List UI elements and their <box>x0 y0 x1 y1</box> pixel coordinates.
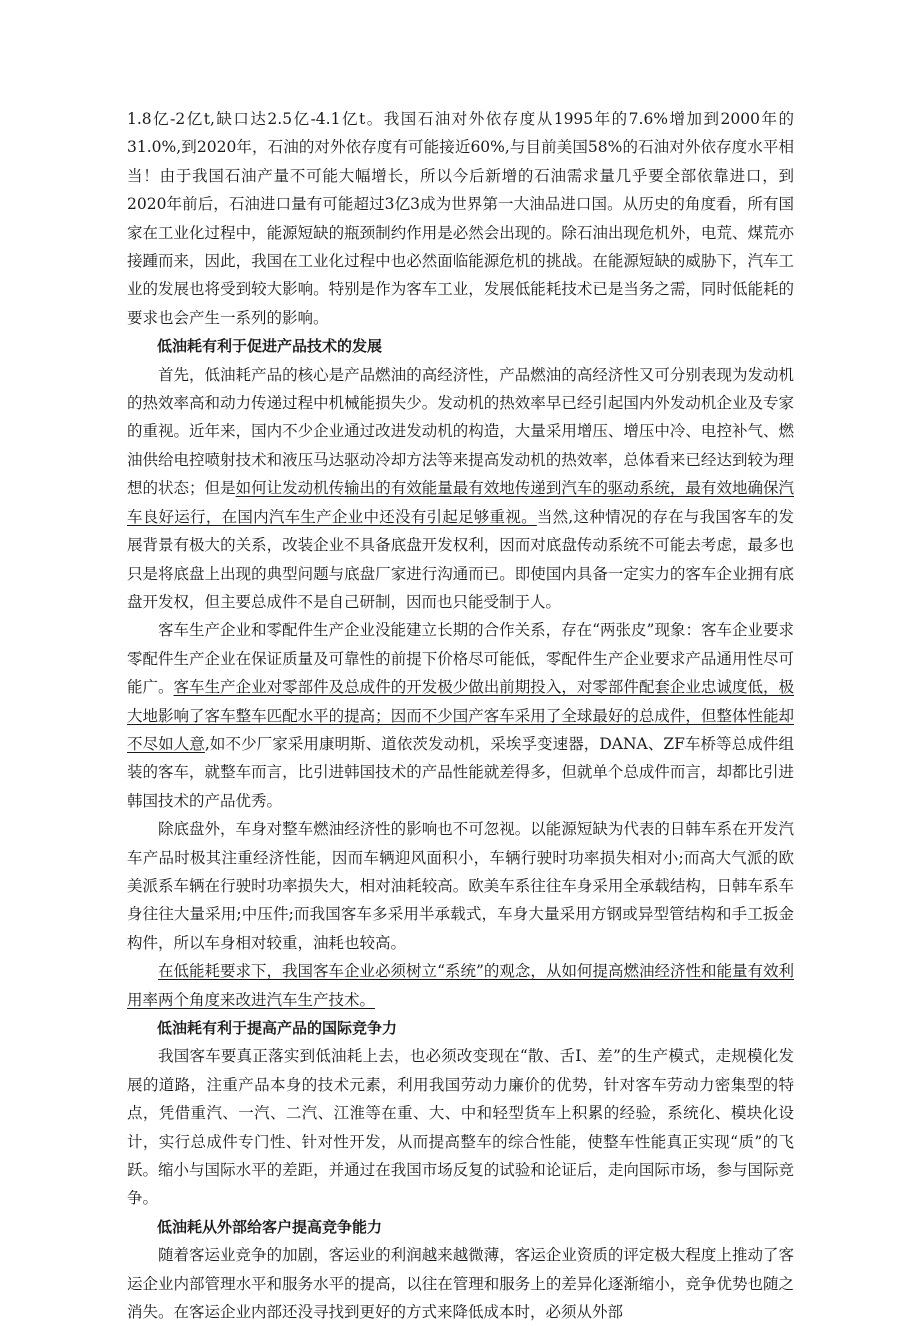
paragraph-engine-efficiency <box>127 361 794 617</box>
underlined-components-note: 客车生产企业对零部件及总成件的开发极少做出前期投入，对零部件配套企业忠诚度低，极大地影响了客车整车匹配水平的提高；因而不少国产客车采用了全球最好的总成件，但整体性能却不尽如人意 <box>127 678 794 753</box>
paragraph-system-concept: 在低能耗要求下，我国客车企业必须树立“系统”的观念，从如何提高燃油经济性和能量有效利用率两个角度来改进汽车生产技术。 <box>127 962 794 1009</box>
paragraph-chassis-text: 当然,这种情况的存在与我国客车的发展背景有极大的关系，改装企业不具备底盘开发权利，因而对底盘传动系统不可能去考虑，最多也只是将底盘上出现的典型问题与底盘厂家进行沟通而已。即使国内具备一定实力的客车企业拥有底盘开发权，但主要总成件不是自己研制，因而也只能受制于人。 <box>127 507 794 611</box>
underlined-drivetrain-note: 如何让发动机传输出的有效能量最有效地传递到汽车的驱动系统，最有效地确保汽车良好运行，在国内汽车生产企业中还没有引起足够重视。 <box>127 479 794 526</box>
section-heading-competitiveness: 低油耗有利于提高产品的国际竞争力 <box>157 1019 398 1037</box>
paragraph-engine-efficiency-text: 首先，低油耗产品的核心是产品燃油的高经济性，产品燃油的高经济性又可分别表现为发动机的热效率高和动力传递过程中机械能损失少。发动机的热效率早已经引起国内外发动机企业及专家的重视。近年来，国内不少企业通过改进发动机的构造，大量采用增压、增压中冷、电控补气、燃油供给电控喷射技术和液压马达驱动冷却方法等来提高发动机的热效率，总体看来已经达到较为理想的状态；但是 <box>127 365 794 498</box>
section-heading-customer: 低油耗从外部给客户提高竞争能力 <box>157 1217 383 1236</box>
paragraph-scale-development: 我国客车要真正落实到低油耗上去，也必须改变现在“散、舌I、差”的生产模式，走规模化发展的道路，注重产品本身的技术元素，利用我国劳动力廉价的优势，针对客车劳动力密集型的特点，凭借重汽、一汽、二汽、江淮等在重、大、中和轻型货车上积累的经验，系统化、模块化设计，实行总成件专门性、针对性开发，从而提高整车的综合性能，使整车性能真正实现“质”的飞跃。缩小与国际水平的差距，并通过在我国市场反复的试验和论证后，走向国际市场，参与国际竞争。 <box>127 1047 794 1208</box>
paragraph-oil-dependence: 1.8亿-2亿t,缺口达2.5亿-4.1亿t。我国石油对外依存度从1995年的7.6%增加到2000年的31.0%,到2020年，石油的对外依存度有可能接近60%,与目前美国58%的石油对外依存度水平相当！由于我国石油产量不可能大幅增长，所以今后新增的石油需求量几乎要全部依靠进口，到2020年前后，石油进口量有可能超过3亿3成为世界第一大油品进口国。从历史的角度看，所有国家在工业化过程中，能源短缺的瓶颈制约作用是必然会出现的。除石油出现危机外，电荒、煤荒亦接踵而来，因此，我国在工业化过程中也必然面临能源危机的挑战。在能源短缺的威胁下，汽车工业的发展也将受到较大影响。特别是作为客车工业，发展低能耗技术已是当务之需，同时低能耗的要求也会产生一系列的影响。 <box>127 110 794 327</box>
paragraph-body-structure: 除底盘外，车身对整车燃油经济性的影响也不可忽视。以能源短缺为代表的日韩车系在开发汽车产品时极其注重经济性能，因而车辆迎风面积小，车辆行驶时功率损失相对小;而高大气派的欧美派系车辆在行驶时功率损失大，相对油耗较高。欧美车系往往车身采用全承载结构，日韩车系车身往往大量采用;中压件;而我国客车多采用半承载式，车身大量采用方钢或异型管结构和手工扳金构件，所以车身相对较重，油耗也较高。 <box>127 820 794 952</box>
paragraph-components-text: ,如不少厂家采用康明斯、道依茨发动机，采埃孚变速器，DANA、ZF车桥等总成件组装的客车，就整车而言，比引进韩国技术的产品性能就差得多，但就单个总成件而言，却都比引进韩国技术的产品优秀。 <box>127 734 794 810</box>
paragraph-supplier-text: 客车生产企业和零配件生产企业没能建立长期的合作关系，存在“两张皮”现象：客车企业要求零配件生产企业在保证质量及可靠性的前提下价格尽可能低，零配件生产企业要求产品通用性尽可能广。 <box>127 621 794 697</box>
document-page <box>127 105 794 1326</box>
paragraph-supplier-relations <box>127 616 794 815</box>
section-heading-technology: 低油耗有利于促进产品技术的发展 <box>157 337 383 356</box>
paragraph-transport-competition: 随着客运业竞争的加剧，客运业的利润越来越微薄，客运企业资质的评定极大程度上推动了客运企业内部管理水平和服务水平的提高，以往在管理和服务上的差异化逐渐缩小，竞争优势也随之消失。在客运企业内部还没寻找到更好的方式来降低成本时，必须从外部 <box>127 1246 794 1322</box>
